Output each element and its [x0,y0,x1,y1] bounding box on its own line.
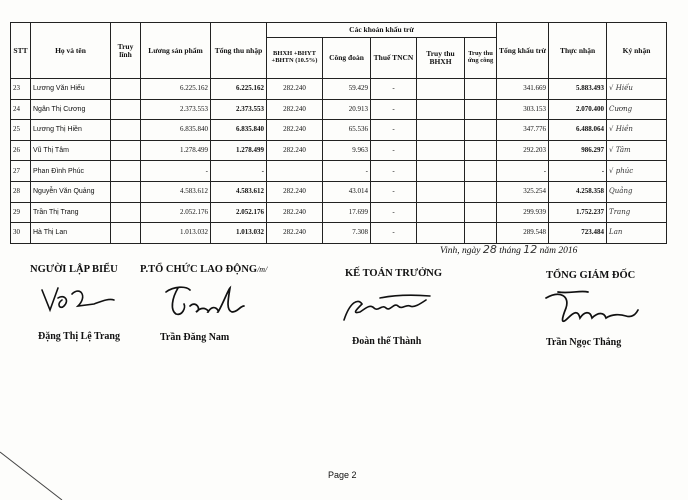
cell-tax: - [371,202,417,223]
cell-total-income: 2.052.176 [211,202,267,223]
cell-insurance: 282.240 [267,120,323,141]
cell-total-deduction: 325.254 [497,181,549,202]
cell-insurance: 282.240 [267,181,323,202]
header-net: Thực nhận [549,23,607,79]
cell-name: Lương Thị Hiền [31,120,111,141]
header-arrears: Truy lĩnh [111,23,141,79]
header-deductions-group: Các khoản khấu trừ [267,23,497,38]
cell-net: 2.070.400 [549,99,607,120]
role-labor-dept-note: /m/ [257,265,268,274]
role-labor-dept-label: P.TỔ CHỨC LAO ĐỘNG [140,264,258,275]
cell-insurance: 282.240 [267,202,323,223]
cell-product-salary: 6.225.162 [141,79,211,100]
cell-signature: Quảng [607,181,667,202]
cell-signature: √ phúc [607,161,667,182]
cell-tax: - [371,181,417,202]
cell-total-income: 6.225.162 [211,79,267,100]
cell-stt: 24 [11,99,31,120]
cell-union: 7.308 [323,223,371,244]
cell-product-salary: 6.835.840 [141,120,211,141]
cell-signature: Cương [607,99,667,120]
cell-name: Trần Thị Trang [31,202,111,223]
cell-total-income: - [211,161,267,182]
cell-product-salary: 1.278.499 [141,140,211,161]
cell-product-salary: 2.052.176 [141,202,211,223]
cell-total-deduction: - [497,161,549,182]
cell-product-salary: 2.373.553 [141,99,211,120]
cell-signature: Lan [607,223,667,244]
cell-net: 6.488.064 [549,120,607,141]
cell-tax: - [371,79,417,100]
cell-product-salary: - [141,161,211,182]
date-day: 28 [482,243,497,256]
cell-name: Vũ Thị Tâm [31,140,111,161]
date-prefix: Vinh, ngày [440,246,481,256]
cell-total-income: 6.835.840 [211,120,267,141]
header-recovery: Truy thu BHXH [417,38,465,79]
cell-tax: - [371,140,417,161]
cell-name: Nguyễn Văn Quảng [31,181,111,202]
cell-tax: - [371,99,417,120]
name-preparer: Đặng Thị Lệ Trang [38,331,120,342]
cell-stt: 23 [11,79,31,100]
cell-name: Lương Văn Hiếu [31,79,111,100]
date-year: năm 2016 [539,246,578,256]
header-advance: Truy thu ứng công [465,38,497,79]
header-total-deduction: Tổng khấu trừ [497,23,549,79]
cell-name: Phan Đình Phúc [31,161,111,182]
cell-union: - [323,161,371,182]
cell-stt: 27 [11,161,31,182]
cell-insurance: 282.240 [267,223,323,244]
date-month-label: tháng [499,246,521,256]
header-total-income: Tổng thu nhập [211,23,267,79]
cell-total-income: 2.373.553 [211,99,267,120]
cell-total-income: 1.013.032 [211,223,267,244]
cell-insurance: 282.240 [267,140,323,161]
cell-union: 65.536 [323,120,371,141]
cell-product-salary: 1.013.032 [141,223,211,244]
cell-net: 5.883.493 [549,79,607,100]
cell-signature: Trang [607,202,667,223]
header-signature: Ký nhận [607,23,667,79]
cell-stt: 30 [11,223,31,244]
cell-tax: - [371,120,417,141]
cell-total-income: 4.583.612 [211,181,267,202]
cell-stt: 28 [11,181,31,202]
page-label: Page 2 [328,470,357,480]
header-tax: Thuế TNCN [371,38,417,79]
name-chief-accountant: Đoàn thế Thành [352,336,422,347]
cell-stt: 29 [11,202,31,223]
cell-total-deduction: 347.776 [497,120,549,141]
cell-product-salary: 4.583.612 [141,181,211,202]
cell-insurance: 282.240 [267,79,323,100]
header-name: Họ và tên [31,23,111,79]
cell-signature: √ Hiếu [607,79,667,100]
cell-total-deduction: 292.203 [497,140,549,161]
cell-total-deduction: 299.939 [497,202,549,223]
role-general-director: TỔNG GIÁM ĐỐC [546,270,636,281]
cell-net: 4.258.358 [549,181,607,202]
cell-total-deduction: 289.548 [497,223,549,244]
date-month: 12 [523,243,538,256]
cell-total-deduction: 303.153 [497,99,549,120]
header-union: Công đoàn [323,38,371,79]
cell-union: 9.963 [323,140,371,161]
cell-union: 59.429 [323,79,371,100]
header-insurance: BHXH +BHYT +BHTN (10.5%) [267,38,323,79]
name-general-director: Trần Ngọc Thắng [546,337,622,348]
cell-signature: √ Tâm [607,140,667,161]
role-chief-accountant: KẾ TOÁN TRƯỞNG [345,268,443,279]
cell-net: 986.297 [549,140,607,161]
cell-name: Hà Thị Lan [31,223,111,244]
cell-union: 17.699 [323,202,371,223]
header-stt: STT [11,23,31,79]
cell-tax: - [371,223,417,244]
cell-net: 723.484 [549,223,607,244]
cell-net: 1.752.237 [549,202,607,223]
cell-stt: 26 [11,140,31,161]
cell-net: - [549,161,607,182]
cell-stt: 25 [11,120,31,141]
cell-name: Ngân Thị Cương [31,99,111,120]
cell-insurance: 282.240 [267,99,323,120]
cell-union: 20.913 [323,99,371,120]
role-preparer: NGƯỜI LẬP BIỂU [30,264,118,275]
cell-total-income: 1.278.499 [211,140,267,161]
cell-tax: - [371,161,417,182]
cell-total-deduction: 341.669 [497,79,549,100]
cell-signature: √ Hiền [607,120,667,141]
header-product-salary: Lương sản phẩm [141,23,211,79]
cell-union: 43.014 [323,181,371,202]
name-labor-dept: Trần Đăng Nam [160,332,230,343]
